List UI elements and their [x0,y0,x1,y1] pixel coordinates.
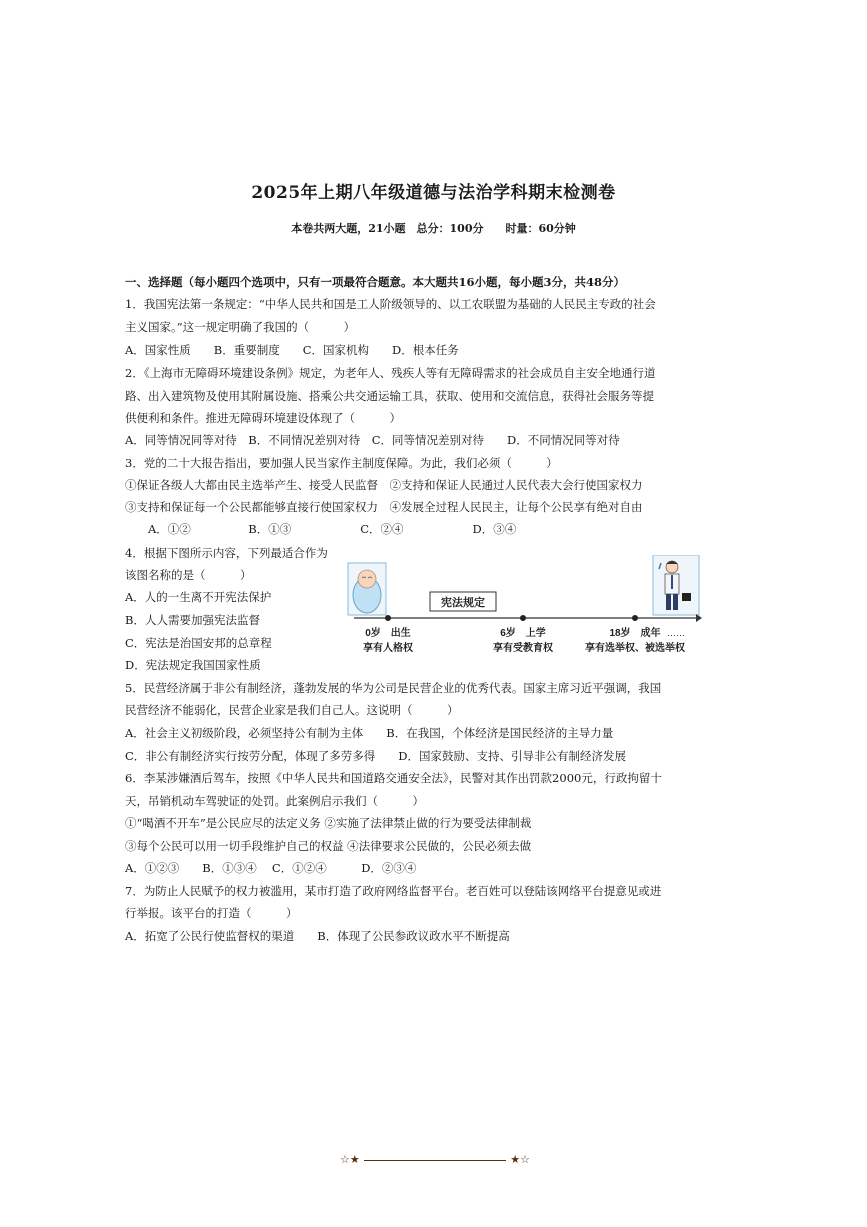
statement-line: ③每个公民可以用一切手段维护自己的权益 ④法律要求公民做的，公民必须去做 [125,839,532,853]
box-label: 宪法规定 [441,597,485,609]
timeline-point [632,615,638,621]
exam-info: 本卷共两大题，21小题 总分：100分 时量：60分钟 [291,222,576,235]
right-label: 享有选举权、被选举权 [585,643,685,654]
star-icon: ☆★ [340,1153,360,1166]
question-line: 路、出入建筑物及使用其附属设施、搭乘公共交通运输工具，获取、使用和交流信息，获得社会服务等提 [125,389,654,403]
baby-icon [348,563,386,615]
option-line: A．①② B．①③ C．②④ D．③④ [125,522,517,536]
question-line: 供便利和条件。推进无障碍环境建设体现了（ ） [125,411,401,425]
question-line: 民营经济不能弱化，民营企业家是我们自己人。这说明（ ） [125,703,459,717]
timeline-point [520,615,526,621]
question-line: 主义国家。”这一规定明确了我国的（ ） [125,320,356,334]
timeline-ellipsis: …… [667,628,685,638]
option-line: A．社会主义初级阶段，必须坚持公有制为主体 B．在我国，个体经济是国民经济的主导力量 [125,726,614,740]
timeline-point [385,615,391,621]
option-line: A．拓宽了公民行使监督权的渠道 B．体现了公民参政议政水平不断提高 [125,929,510,943]
age-label: 6岁 上学 [500,628,546,639]
footer-divider [364,1160,506,1161]
age-label: 18岁 成年 [609,628,661,639]
question-line: 6．李某涉嫌酒后驾车，按照《中华人民共和国道路交通安全法》，民警对其作出罚款2000元，行政拘留十 [125,771,662,785]
question-line: 5．民营经济属于非公有制经济，蓬勃发展的华为公司是民营企业的优秀代表。国家主席习近平强调，我国 [125,681,662,695]
statement-line: ①“喝酒不开车”是公民应尽的法定义务 ②实施了法律禁止做的行为要受法律制裁 [125,816,532,830]
page-title: 2025年上期八年级道德与法治学科期末检测卷 [251,183,616,203]
question-line: 3．党的二十大报告指出，要加强人民当家作主制度保障。为此，我们必须（ ） [125,456,558,470]
question-line: 天，吊销机动车驾驶证的处罚。此案例启示我们（ ） [125,794,424,808]
question-line: 1．我国宪法第一条规定：“中华人民共和国是工人阶级领导的、以工农联盟为基础的人民民主专政的社会 [125,297,656,311]
question-line: 4．根据下图所示内容，下列最适合作为 [125,546,328,560]
option-line: D．宪法规定我国国家性质 [125,658,261,672]
page-footer [340,1153,530,1167]
section-heading: 一、选择题（每小题四个选项中，只有一项最符合题意。本大题共16小题，每小题3分，共48分） [125,275,626,289]
adult-man-icon [653,555,699,615]
statement-line: ③支持和保证每一个公民都能够直接行使国家权力 ④发展全过程人民民主，让每个公民享有绝对自由 [125,500,643,514]
age-label: 0岁 出生 [365,628,411,639]
option-line: A．国家性质 B．重要制度 C．国家机构 D．根本任务 [125,343,459,357]
question-line: 行举报。该平台的打造（ ） [125,906,298,920]
star-icon: ★☆ [510,1153,530,1166]
right-label: 享有受教育权 [493,643,553,654]
option-line: A．同等情况同等对待 B．不同情况差别对待 C．同等情况差别对待 D．不同情况同等对待 [125,433,620,447]
question-line: 7．为防止人民赋予的权力被滥用，某市打造了政府网络监督平台。老百姓可以登陆该网络平台提意见或进 [125,884,662,898]
option-line: C．宪法是治国安邦的总章程 [125,636,272,650]
option-line: A．①②③ B．①③④ C．①②④ D．②③④ [125,861,417,875]
option-line: B．人人需要加强宪法监督 [125,613,260,627]
constitution-timeline-figure [346,555,704,665]
right-label: 享有人格权 [363,643,413,654]
question-line: 2．《上海市无障碍环境建设条例》规定，为老年人、残疾人等有无障碍需求的社会成员自主安全地通行道 [125,366,656,380]
option-line: A．人的一生离不开宪法保护 [125,590,272,604]
option-line: C．非公有制经济实行按劳分配，体现了多劳多得 D．国家鼓励、支持、引导非公有制经济发展 [125,749,627,763]
statement-line: ①保证各级人大都由民主选举产生、接受人民监督 ②支持和保证人民通过人民代表大会行使国家权力 [125,478,643,492]
question-line: 该图名称的是（ ） [125,568,252,582]
